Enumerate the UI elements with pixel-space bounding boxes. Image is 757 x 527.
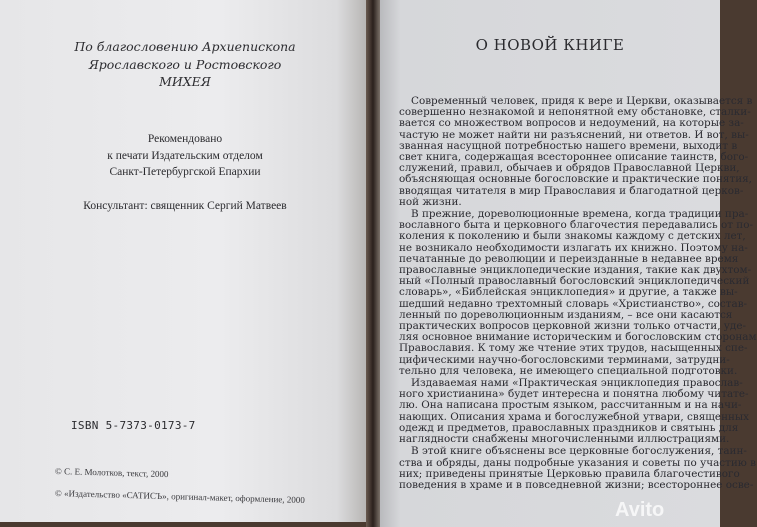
text-line: шедший недавно трехтомный словарь «Христианство», состав- <box>399 297 748 310</box>
text-line: одежд и предметов, православных праздников и святынь для <box>399 421 739 434</box>
text-line: частую не может найти ни разъяснений, ни ответов. И вот, вы- <box>399 128 749 141</box>
text-line: вводящая читателя в мир Православия и благодатной церков- <box>399 184 744 197</box>
book-spine <box>366 0 380 527</box>
recommended-line: к печати Издательским отделом <box>107 149 263 162</box>
blessing-line: Ярославского и Ростовского <box>88 56 282 72</box>
text-line: поведения в храме и в повседневной жизни; всестороннее осве- <box>399 478 754 491</box>
text-line: вославного быта и церковного благочестия передавались от по- <box>399 219 753 232</box>
recommended-line: Санкт-Петербургской Епархии <box>109 166 261 178</box>
text-line: свет книга, содержащая всестороннее описание таинств, бого- <box>399 151 749 164</box>
text-line: В прежние, дореволюционные времена, когда традиции пра- <box>411 208 749 221</box>
blessing-block <box>40 38 330 91</box>
copyright-line: © «Издательство «САТИСЪ», оригинал-макет, оформление, 2000 <box>54 488 306 505</box>
consultant: Консультант: священник Сергий Матвеев <box>83 200 287 212</box>
paragraph <box>399 95 753 208</box>
text-line: вается со множеством вопросов и недоумений, на которые за- <box>399 117 744 130</box>
left-page <box>0 0 366 522</box>
text-line: лю. Она написана простым языком, рассчитанным и на начи- <box>399 399 742 412</box>
text-line: цифическими научно-богословскими терминами, затрудни- <box>399 353 730 366</box>
text-line: печатанные до революции и переизданные в недавнее время <box>399 252 739 265</box>
text-line: не возникало необходимости излагать их книжно. Поэтому на- <box>399 241 748 254</box>
text-line: ства и обряды, даны подробные указания и советы по участию в <box>399 456 756 469</box>
blessing-line: По благословению Архиепископа <box>74 39 296 54</box>
text-line: Православия. К тому же чтение этих трудов, насыщенных спе- <box>399 342 748 355</box>
copyright-line: © С. Е. Молотков, текст, 2000 <box>54 466 169 480</box>
paragraph <box>399 377 750 446</box>
text-line: наглядности снабжены многочисленными иллюстрациями. <box>399 433 730 446</box>
text-line: Издаваемая нами «Практическая энциклопедия православ- <box>411 377 743 390</box>
text-line: ной жизни. <box>399 195 462 208</box>
text-line: ляя основное внимание историческим и богословским сторонам <box>399 331 757 344</box>
text-line: ный «Полный православный богословский энциклопедический <box>399 275 750 288</box>
text-line: объясняющая основные богословские и практические понятия, <box>399 173 752 186</box>
text-line: коления к поколению и были знакомы каждому с детских лет, <box>399 230 746 243</box>
chapter-title: О НОВОЙ КНИГЕ <box>475 36 625 54</box>
text-line: совершенно незнакомой и непонятной ему обстановке, сталки- <box>399 106 751 119</box>
text-line: ленный по дореволюционным изданиям, – все они касаются <box>399 308 733 321</box>
text-line: званная насущной потребностью нашего времени, выходит в <box>399 139 738 152</box>
text-line: служений, правил, обычаев и обрядов Православной Церкви, <box>399 162 740 175</box>
text-line: нающих. Описания храма и богослужебной утвари, священных <box>399 410 750 423</box>
text-line: ного христианина» будет интересна и понятна любому читате- <box>399 388 749 401</box>
chapter-body <box>399 95 757 492</box>
text-line: тельно для человека, не имеющего специальной подготовки. <box>399 364 738 377</box>
isbn: ISBN 5-7373-0173-7 <box>71 419 196 432</box>
blessing-line: МИХЕЯ <box>159 74 211 89</box>
text-line: них; приведены принятые Церковью правила благочестивого <box>399 467 740 480</box>
recommended-block <box>40 131 330 181</box>
text-line: практических вопросов церковной жизни только отчасти, уде- <box>399 320 746 333</box>
paragraph <box>399 208 757 377</box>
avito-watermark <box>615 499 664 521</box>
text-line: словарь», «Библейская энциклопедия» и другие, а также вы- <box>399 286 738 299</box>
text-line: В этой книге объяснены все церковные богослужения, таин- <box>411 445 747 458</box>
recommended-line: Рекомендовано <box>147 133 223 145</box>
paragraph <box>399 445 756 491</box>
text-line: Современный человек, придя к вере и Церкви, оказывается в <box>411 95 753 107</box>
watermark-text: Avito <box>615 499 665 521</box>
text-line: православные энциклопедические издания, такие как двухтом- <box>399 264 752 277</box>
